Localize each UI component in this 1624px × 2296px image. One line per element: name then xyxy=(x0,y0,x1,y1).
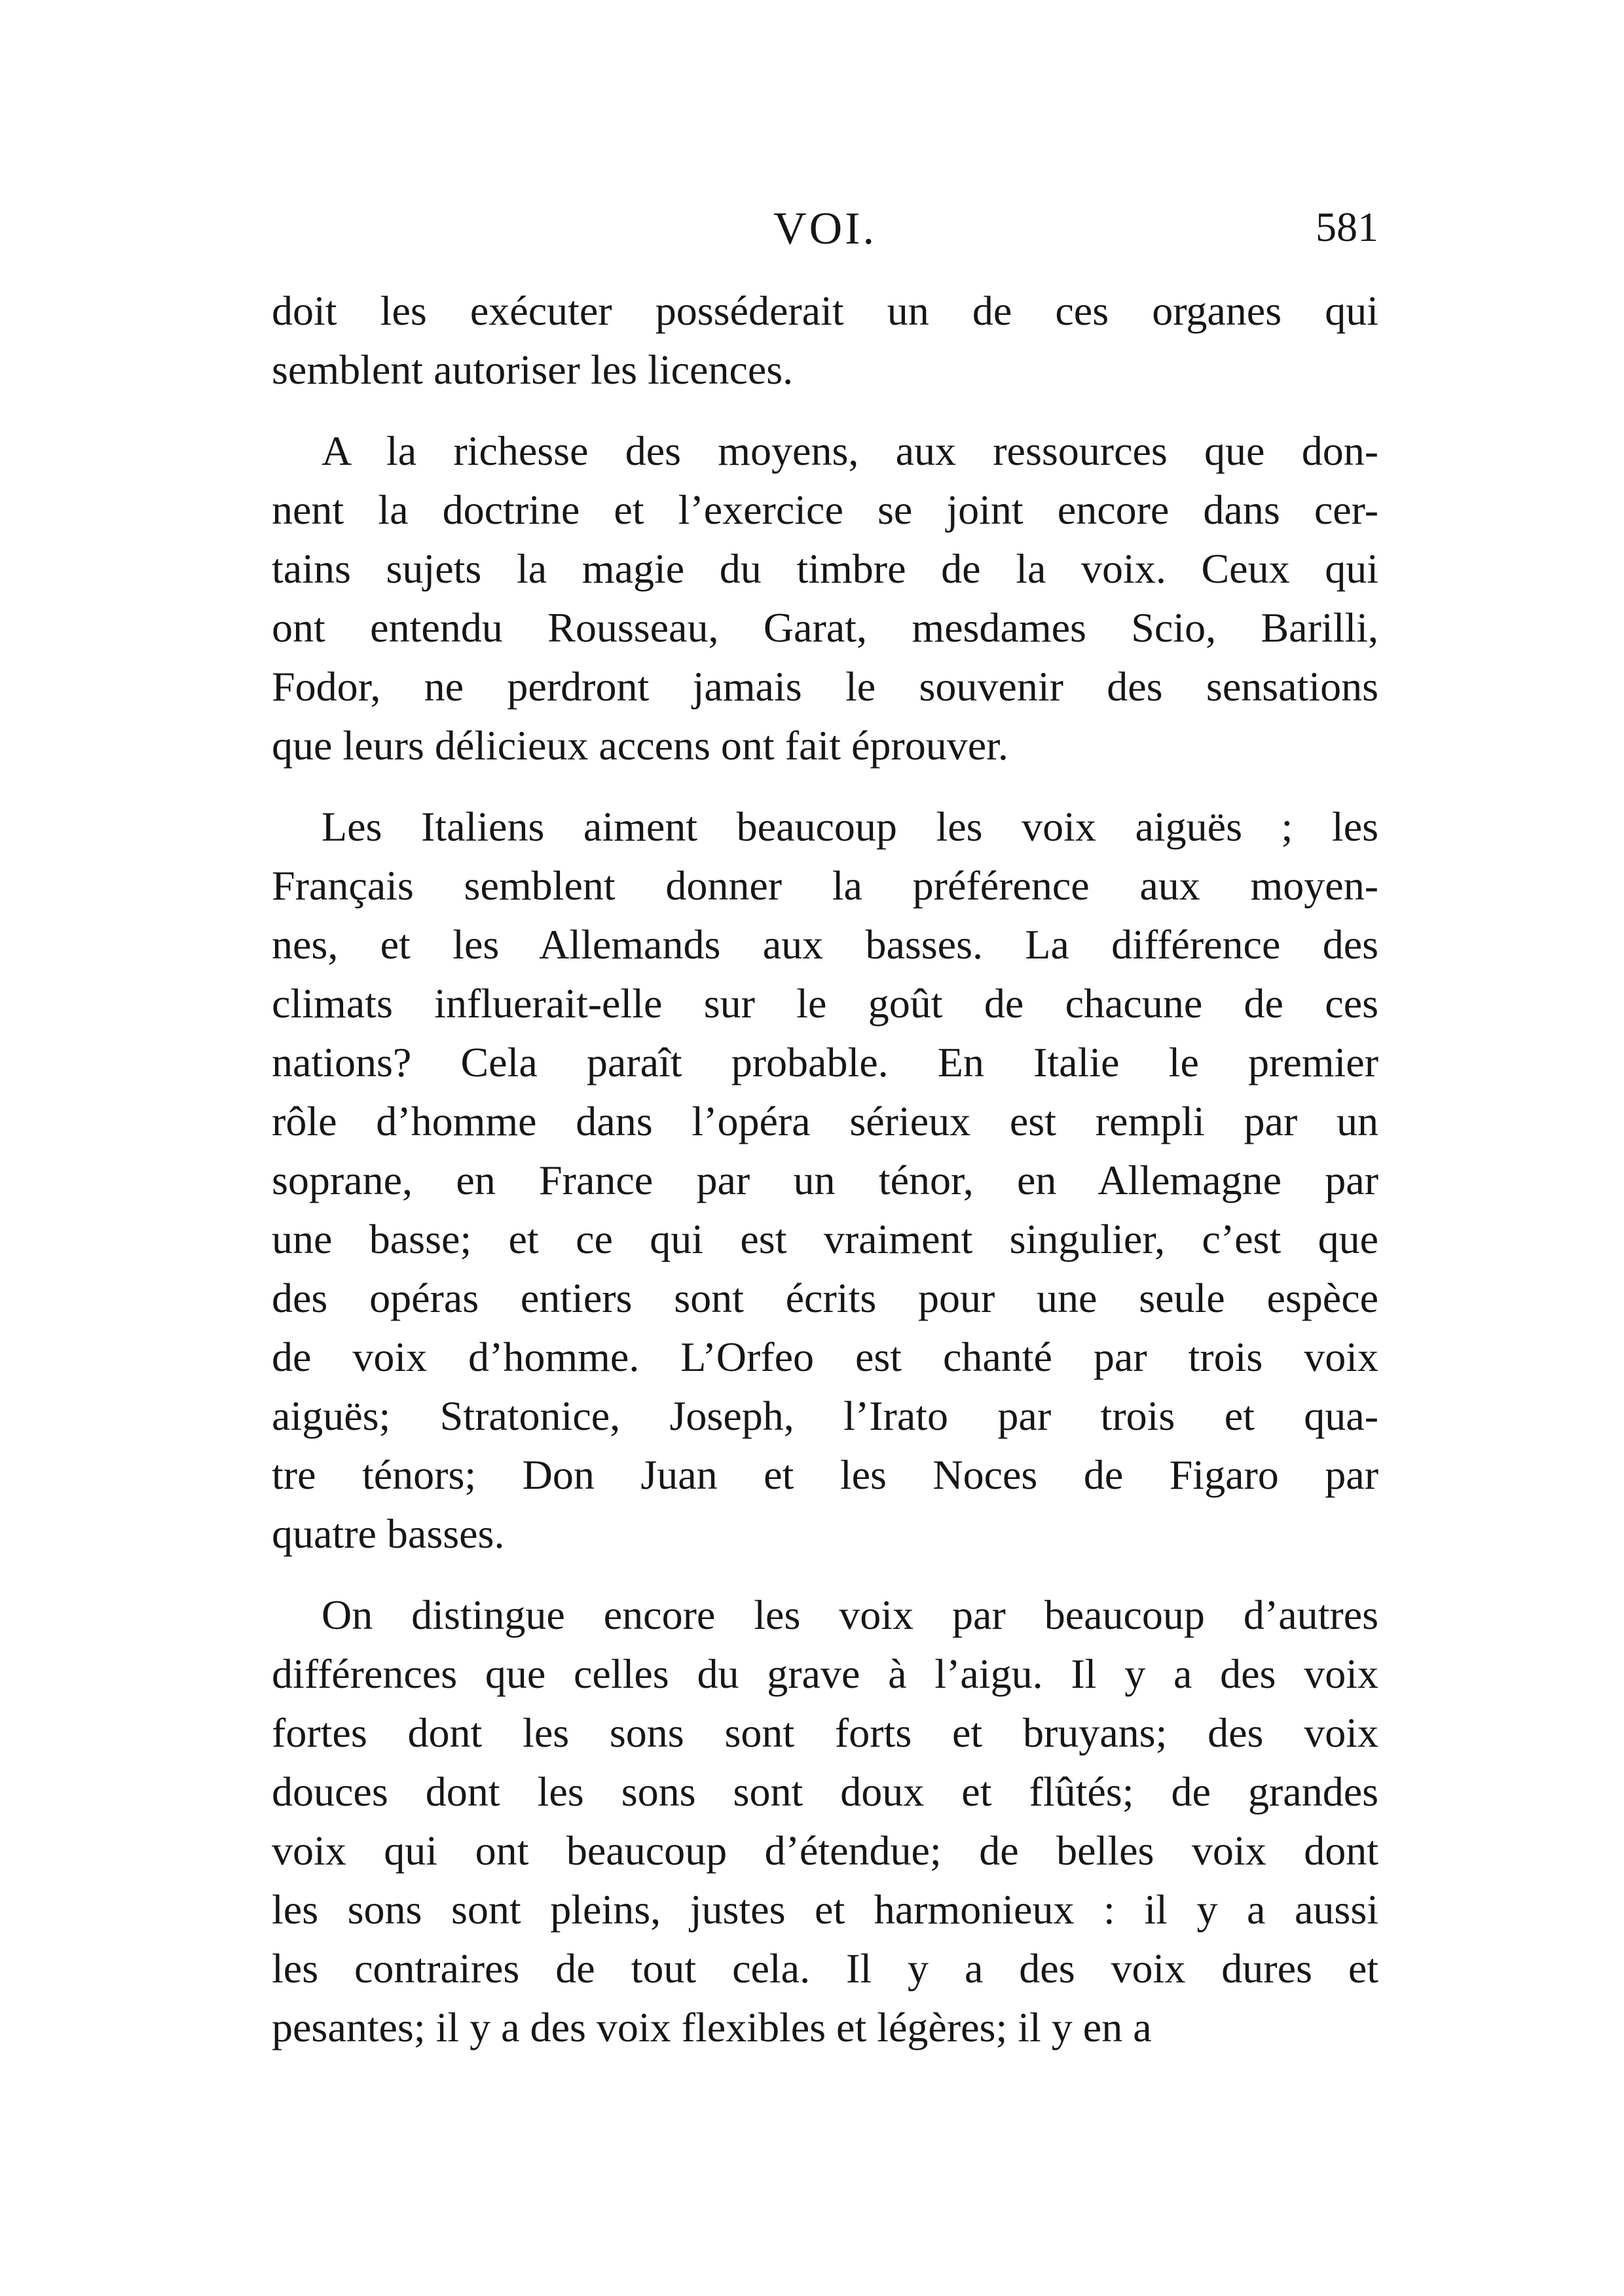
text-line: doit les exécuter posséderait un de ces organes qui xyxy=(272,287,1378,334)
page-number: 581 xyxy=(1316,204,1378,250)
paragraph-2 xyxy=(272,422,1378,775)
text-line: climats influerait-elle sur le goût de chacune de ces xyxy=(272,980,1378,1027)
text-line: soprane, en France par un ténor, en Allemagne par xyxy=(272,1157,1378,1203)
text-line: aiguës; Stratonice, Joseph, l’Irato par trois et qua- xyxy=(272,1393,1378,1439)
text-line: les contraires de tout cela. Il y a des voix dures et xyxy=(272,1945,1378,1992)
paragraph-3 xyxy=(272,797,1378,1563)
page-header xyxy=(272,203,1378,275)
text-line: Fodor, ne perdront jamais le souvenir des sensations xyxy=(272,663,1378,710)
paragraph-1 xyxy=(272,282,1378,399)
text-line: rôle d’homme dans l’opéra sérieux est rempli par un xyxy=(272,1098,1378,1144)
text-line: de voix d’homme. L’Orfeo est chanté par trois voix xyxy=(272,1334,1378,1380)
text-line: fortes dont les sons sont forts et bruyans; des voix xyxy=(272,1709,1378,1756)
text-line: pesantes; il y a des voix flexibles et légères; il y en a xyxy=(272,2004,1152,2050)
text-line: On distingue encore les voix par beaucoup d’autres xyxy=(322,1592,1378,1638)
text-line: voix qui ont beaucoup d’étendue; de belles voix dont xyxy=(272,1827,1378,1874)
text-line: A la richesse des moyens, aux ressources que don- xyxy=(322,428,1378,474)
text-line: nent la doctrine et l’exercice se joint encore dans cer- xyxy=(272,486,1378,533)
text-line: quatre basses. xyxy=(272,1510,505,1557)
text-line: Les Italiens aiment beaucoup les voix aiguës ; les xyxy=(322,803,1378,850)
text-line: des opéras entiers sont écrits pour une seule espèce xyxy=(272,1275,1378,1321)
text-line: différences que celles du grave à l’aigu. Il y a des voix xyxy=(272,1650,1378,1697)
text-line: tre ténors; Don Juan et les Noces de Figaro par xyxy=(272,1451,1378,1498)
text-line: nations? Cela paraît probable. En Italie le premier xyxy=(272,1039,1378,1085)
text-line: que leurs délicieux accens ont fait éprouver. xyxy=(272,722,1008,769)
text-line: nes, et les Allemands aux basses. La différence des xyxy=(272,921,1378,968)
text-line: douces dont les sons sont doux et flûtés; de grandes xyxy=(272,1768,1378,1815)
text-line: tains sujets la magie du timbre de la voix. Ceux qui xyxy=(272,545,1378,592)
text-line: Français semblent donner la préférence aux moyen- xyxy=(272,862,1378,909)
text-line: les sons sont pleins, justes et harmonieux : il y a aussi xyxy=(272,1886,1378,1933)
text-line: une basse; et ce qui est vraiment singulier, c’est que xyxy=(272,1216,1378,1262)
body-text xyxy=(272,282,1378,2079)
text-line: semblent autoriser les licences. xyxy=(272,346,794,393)
running-head: VOI. xyxy=(773,204,877,254)
text-line: ont entendu Rousseau, Garat, mesdames Scio, Barilli, xyxy=(272,604,1378,651)
paragraph-4 xyxy=(272,1586,1378,2057)
